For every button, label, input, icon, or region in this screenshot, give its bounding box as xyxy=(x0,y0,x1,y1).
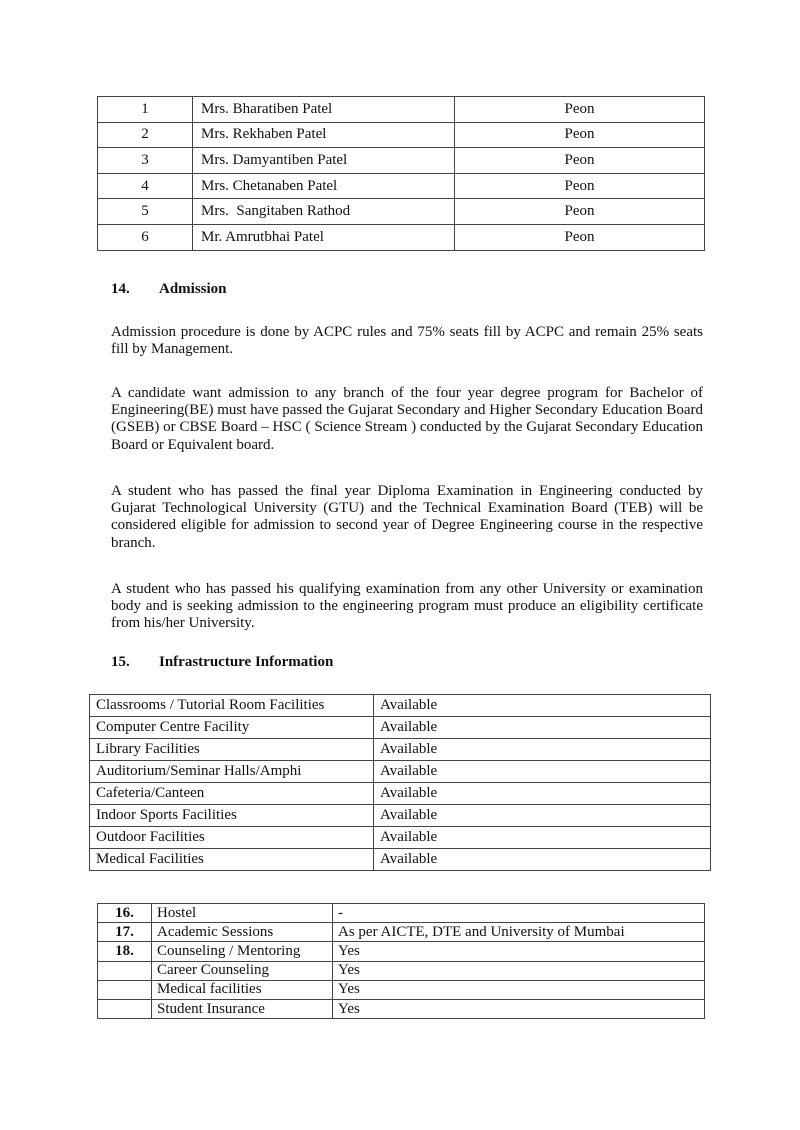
table-row xyxy=(98,904,705,923)
table-row xyxy=(98,942,705,961)
table-row xyxy=(90,827,711,849)
table-row xyxy=(90,849,711,871)
service-value: Yes xyxy=(333,942,705,961)
section-number xyxy=(98,961,152,980)
admission-paragraph: A student who has passed the final year Diploma Examination in Engineering conducted by Gujarat Technological University (GTU) and the Technical Examination Board (TEB) will be considered eligible for admission to second year of Degree Engineering course in the respective branch. xyxy=(111,483,703,551)
facility-name: Outdoor Facilities xyxy=(90,827,374,849)
serial-number: 2 xyxy=(98,122,193,148)
facility-name: Indoor Sports Facilities xyxy=(90,805,374,827)
admission-paragraph: Admission procedure is done by ACPC rules and 75% seats fill by ACPC and remain 25% seats fill by Management. xyxy=(111,324,703,358)
section-title: Infrastructure Information xyxy=(159,654,334,670)
table-row xyxy=(98,999,705,1018)
service-value: Yes xyxy=(333,961,705,980)
service-name: Academic Sessions xyxy=(152,923,333,942)
staff-role: Peon xyxy=(455,148,705,174)
service-value: Yes xyxy=(333,980,705,999)
table-row xyxy=(90,717,711,739)
section-number: 18. xyxy=(98,942,152,961)
staff-role: Peon xyxy=(455,173,705,199)
facility-name: Medical Facilities xyxy=(90,849,374,871)
table-row xyxy=(90,761,711,783)
serial-number: 6 xyxy=(98,224,193,250)
facility-name: Cafeteria/Canteen xyxy=(90,783,374,805)
table-row xyxy=(90,695,711,717)
table-row xyxy=(90,783,711,805)
table-row xyxy=(98,199,705,225)
table-row xyxy=(98,923,705,942)
facility-name: Auditorium/Seminar Halls/Amphi xyxy=(90,761,374,783)
staff-table xyxy=(97,96,705,251)
service-name: Student Insurance xyxy=(152,999,333,1018)
facility-status: Available xyxy=(374,783,711,805)
table-row xyxy=(98,97,705,123)
facility-status: Available xyxy=(374,805,711,827)
section-number: 15. xyxy=(111,654,130,670)
service-value: - xyxy=(333,904,705,923)
section-number: 16. xyxy=(98,904,152,923)
serial-number: 3 xyxy=(98,148,193,174)
staff-name: Mrs. Sangitaben Rathod xyxy=(193,199,455,225)
staff-name: Mrs. Rekhaben Patel xyxy=(193,122,455,148)
table-row xyxy=(98,122,705,148)
serial-number: 1 xyxy=(98,97,193,123)
serial-number: 4 xyxy=(98,173,193,199)
service-value: Yes xyxy=(333,999,705,1018)
service-name: Career Counseling xyxy=(152,961,333,980)
services-table xyxy=(97,903,705,1019)
table-row xyxy=(98,173,705,199)
table-row xyxy=(98,961,705,980)
section-number xyxy=(98,999,152,1018)
facility-status: Available xyxy=(374,717,711,739)
facility-name: Classrooms / Tutorial Room Facilities xyxy=(90,695,374,717)
facility-status: Available xyxy=(374,695,711,717)
service-name: Medical facilities xyxy=(152,980,333,999)
service-name: Counseling / Mentoring xyxy=(152,942,333,961)
table-row xyxy=(98,224,705,250)
infrastructure-table xyxy=(89,694,711,871)
service-name: Hostel xyxy=(152,904,333,923)
staff-role: Peon xyxy=(455,199,705,225)
serial-number: 5 xyxy=(98,199,193,225)
facility-status: Available xyxy=(374,827,711,849)
section-title: Admission xyxy=(159,281,227,297)
facility-status: Available xyxy=(374,739,711,761)
staff-role: Peon xyxy=(455,97,705,123)
section-number: 17. xyxy=(98,923,152,942)
admission-paragraph: A student who has passed his qualifying examination from any other University or examination body and is seeking admission to the engineering program must produce an eligibility certificate from his/her University. xyxy=(111,581,703,632)
service-value: As per AICTE, DTE and University of Mumbai xyxy=(333,923,705,942)
section-number: 14. xyxy=(111,281,130,297)
facility-name: Computer Centre Facility xyxy=(90,717,374,739)
table-row xyxy=(98,980,705,999)
facility-name: Library Facilities xyxy=(90,739,374,761)
section-number xyxy=(98,980,152,999)
staff-name: Mrs. Chetanaben Patel xyxy=(193,173,455,199)
admission-paragraph: A candidate want admission to any branch of the four year degree program for Bachelor of Engineering(BE) must have passed the Gujarat Secondary and Higher Secondary Education Board (GSEB) or CBSE Board – HSC ( Science Stream ) conducted by the Gujarat Secondary Education Board or Equivalent board. xyxy=(111,385,703,453)
staff-name: Mrs. Bharatiben Patel xyxy=(193,97,455,123)
table-row xyxy=(90,739,711,761)
facility-status: Available xyxy=(374,849,711,871)
staff-name: Mr. Amrutbhai Patel xyxy=(193,224,455,250)
facility-status: Available xyxy=(374,761,711,783)
table-row xyxy=(98,148,705,174)
staff-role: Peon xyxy=(455,224,705,250)
staff-role: Peon xyxy=(455,122,705,148)
staff-name: Mrs. Damyantiben Patel xyxy=(193,148,455,174)
table-row xyxy=(90,805,711,827)
